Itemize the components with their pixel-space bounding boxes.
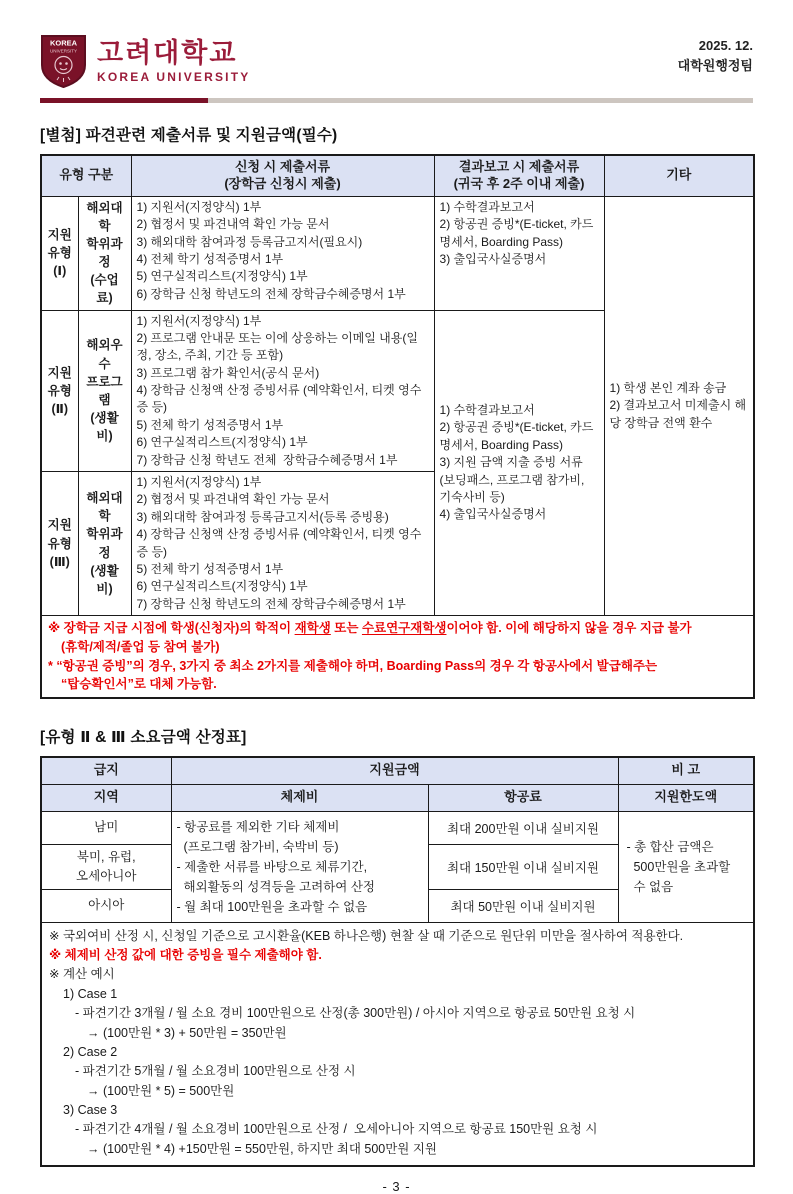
list-line: - 월 최대 100만원을 초과할 수 없음 (176, 899, 368, 914)
note-line1: ※ 장학금 지급 시점에 학생(신청자)의 학적이 재학생 또는 수료연구재학생이어야 함. 이에 해당하지 않을 경우 지급 불가 (48, 621, 692, 636)
cell-category-2 (78, 310, 131, 472)
table1-row-type1 (41, 196, 754, 310)
cell-stay-cost-merged (171, 811, 428, 922)
note-calc-example: ※ 계산 예시 (49, 967, 115, 982)
case-1-label: 1) Case 1 (63, 986, 118, 1001)
list-line: (Ⅰ) (53, 264, 67, 279)
table2-notes-row (41, 922, 754, 1166)
section2-title: [유형 Ⅱ & Ⅲ 소요금액 산정표] (40, 729, 247, 747)
cell-red-notes (41, 616, 754, 699)
note-line4: “탑승확인서”로 대체 가능함. (61, 677, 217, 692)
header-grade: 급지 (41, 757, 171, 784)
table2-header-row2 (41, 784, 754, 811)
list-line: 2) 항공권 증빙*(E-ticket, 카드 명세서, Boarding Pass) (439, 217, 597, 249)
list-line: 3) 지원 금액 지출 증빙 서류 (보딩패스, 프로그램 참가비, 기숙사비 등) (439, 455, 588, 504)
header-type-category: 유형 구분 (41, 155, 131, 196)
note-line3: * “항공권 증빙”의 경우, 3가지 중 최소 2가지를 제출해야 하며, Boarding Pass의 경우 각 항공사에서 발급해주는 (48, 658, 658, 673)
header-divider (40, 98, 753, 103)
list-line: 해외대학 (86, 491, 123, 524)
list-line: 2) 프로그램 안내문 또는 이에 상응하는 이메일 내용(일정, 장소, 주최, 기간 등 포함) (136, 330, 418, 363)
list-line: 1) 수학결과보고서 (439, 199, 535, 214)
cell-etc-merged (604, 196, 754, 615)
list-line: 6) 연구실적리스트(지정양식) 1부 (136, 435, 308, 450)
list-line: (프로그램 참가비, 숙박비 등) (176, 839, 339, 854)
list-line: 4) 장학금 신청액 산정 증빙서류 (예약확인서, 티켓 영수증 등) (136, 383, 422, 415)
table2-header-row1 (41, 757, 754, 784)
header-etc: 기타 (604, 155, 754, 196)
cell-report-docs-1 (434, 196, 604, 310)
list-line: 4) 출입국사실증명서 (439, 507, 547, 522)
list-line: 지원 (47, 227, 72, 242)
cell-category-3 (78, 472, 131, 616)
list-line: 유형 (47, 246, 72, 261)
list-line: 6) 연구실적리스트(지정양식) 1부 (136, 579, 308, 594)
list-line: - 항공료를 제외한 기타 체제비 (176, 819, 340, 834)
divider-light-segment (208, 98, 753, 103)
cell-category-1 (78, 196, 131, 310)
table2-row-south-america (41, 811, 754, 844)
submission-documents-table (40, 154, 755, 699)
case-3-result: → (100만원 * 4) +150만원 = 550만원, 하지만 최대 500만원 지원 (87, 1141, 437, 1156)
list-line: 수 없음 (626, 879, 674, 894)
list-line: 학위과정 (86, 527, 123, 560)
list-line: (Ⅲ) (49, 554, 70, 569)
cell-type-2 (41, 310, 78, 472)
university-shield-icon (40, 34, 87, 89)
list-line: 7) 장학금 신청 학년도의 전체 장학금수혜증명서 1부 (136, 596, 406, 611)
department-name: 대학원행정팀 (677, 58, 753, 74)
table1-header-row (41, 155, 754, 196)
list-line: 프로그램 (86, 374, 123, 407)
list-line: 2) 항공권 증빙*(E-ticket, 카드 명세서, Boarding Pass) (439, 420, 597, 452)
list-line: 2) 협정서 및 파견내역 확인 가능 문서 (136, 492, 330, 507)
list-line: 오세아니아 (76, 868, 137, 883)
header-report-sub: (귀국 후 2주 이내 제출) (453, 175, 585, 191)
cell-region-na-eu-oceania (41, 844, 171, 889)
list-line: - 제출한 서류를 바탕으로 체류기간, (176, 859, 368, 874)
list-line: (생활비) (90, 563, 119, 596)
header-region: 지역 (41, 784, 171, 811)
list-line: 북미, 유럽, (76, 849, 136, 864)
cell-apply-docs-3 (131, 472, 434, 616)
list-line: 유형 (47, 536, 72, 551)
header-report-main: 결과보고 시 제출서류 (458, 159, 580, 174)
cell-airfare-asia: 최대 50만원 이내 실비지원 (428, 889, 618, 922)
list-line: 1) 수학결과보고서 (439, 402, 535, 417)
cell-support-limit-merged (618, 811, 754, 922)
list-line: 아시아 (88, 898, 125, 913)
case-2 (49, 1043, 746, 1101)
list-line: (생활비) (90, 410, 119, 444)
header-apply-docs (131, 155, 434, 196)
case-2-result: → (100만원 * 5) = 500만원 (87, 1083, 235, 1098)
header-support-limit: 지원한도액 (618, 784, 754, 811)
list-line: 해외활동의 성격등을 고려하여 산정 (176, 879, 375, 894)
university-name-kr: 고려대학교 (97, 38, 238, 69)
list-line: 남미 (94, 820, 119, 835)
list-line: 1) 지원서(지정양식) 1부 (136, 313, 262, 328)
document-date: 2025. 12. (698, 38, 753, 53)
list-line: 1) 지원서(지정양식) 1부 (136, 475, 262, 490)
list-line: 1) 학생 본인 계좌 송금 (609, 380, 727, 395)
cell-region-south-america (41, 811, 171, 844)
page-number: - 3 - (382, 1179, 411, 1194)
cost-calculation-table (40, 756, 755, 1167)
note-line2: (휴학/제적/졸업 등 참여 불가) (61, 639, 220, 654)
case-3 (49, 1101, 746, 1159)
shield-text-bottom: UNIVERSITY (49, 48, 78, 54)
case-1-detail: - 파견기간 3개월 / 월 소요 경비 100만원으로 산정(총 300만원) / 아시아 지역으로 항공료 50만원 요청 시 (75, 1006, 636, 1021)
list-line: 학위과정 (86, 237, 123, 270)
header-report-docs (434, 155, 604, 196)
date-department-block (678, 36, 753, 76)
university-name (97, 39, 250, 83)
header-stay-cost: 체제비 (171, 784, 428, 811)
list-line: 3) 프로그램 참가 확인서(공식 문서) (136, 365, 320, 380)
section1-title: [별첨] 파견관련 제출서류 및 지원금액(필수) (40, 127, 338, 144)
cell-region-asia (41, 889, 171, 922)
list-line: 2) 협정서 및 파견내역 확인 가능 문서 (136, 217, 330, 232)
shield-text-top: KOREA (49, 38, 78, 48)
cell-airfare-south-america: 최대 200만원 이내 실비지원 (428, 811, 618, 844)
divider-dark-segment (40, 98, 208, 103)
list-line: 해외우수 (86, 338, 123, 371)
list-line: 유형 (47, 383, 72, 398)
cell-airfare-na-eu-oceania: 최대 150만원 이내 실비지원 (428, 844, 618, 889)
header-remark: 비 고 (618, 757, 754, 784)
university-name-en: KOREA UNIVERSITY (97, 69, 251, 84)
note-exchange-rate: ※ 국외여비 산정 시, 신청일 기준으로 고시환율(KEB 하나은행) 현찰 살 때 기준으로 원단위 미만을 절사하여 적용한다. (49, 928, 684, 943)
list-line: 1) 지원서(지정양식) 1부 (136, 199, 262, 214)
list-line: 지원 (47, 365, 72, 380)
list-line: 3) 출입국사실증명서 (439, 251, 547, 266)
case-2-label: 2) Case 2 (63, 1044, 118, 1059)
case-1-result: → (100만원 * 3) + 50만원 = 350만원 (87, 1025, 287, 1040)
list-line: 해외대학 (86, 200, 123, 233)
header-support-amount: 지원금액 (171, 757, 618, 784)
list-line: 5) 전체 학기 성적증명서 1부 (136, 417, 284, 432)
list-line: (Ⅱ) (51, 401, 69, 416)
list-line: (수업료) (90, 273, 119, 306)
cell-report-docs-shared (434, 310, 604, 616)
case-3-detail: - 파견기간 4개월 / 월 소요경비 100만원으로 산정 / 오세아니아 지역으로 항공료 150만원 요청 시 (75, 1122, 598, 1137)
header-airfare: 항공료 (428, 784, 618, 811)
case-2-detail: - 파견기간 5개월 / 월 소요경비 100만원으로 산정 시 (75, 1064, 356, 1079)
case-3-label: 3) Case 3 (63, 1103, 118, 1118)
university-logo (40, 34, 250, 89)
list-line: 7) 장학금 신청 학년도 전체 장학금수혜증명서 1부 (136, 452, 398, 467)
cell-type-1 (41, 196, 78, 310)
list-line: 지원 (47, 518, 72, 533)
list-line: 5) 연구실적리스트(지정양식) 1부 (136, 269, 308, 284)
list-line: 2) 결과보고서 미제출시 해당 장학금 전액 환수 (609, 398, 747, 430)
document-header (40, 34, 753, 89)
list-line: 5) 전체 학기 성적증명서 1부 (136, 562, 284, 576)
list-line: 3) 해외대학 참여과정 등록금고지서(등록 증빙용) (136, 509, 389, 524)
cell-apply-docs-1 (131, 196, 434, 310)
cell-apply-docs-2 (131, 310, 434, 472)
list-line: 4) 장학금 신청액 산정 증빙서류 (예약확인서, 티켓 영수증 등) (136, 527, 422, 559)
header-apply-main: 신청 시 제출서류 (234, 159, 331, 174)
table1-note-row (41, 616, 754, 699)
cell-calculation-notes (41, 922, 754, 1166)
list-line: 3) 해외대학 참여과정 등록금고지서(필요시) (136, 234, 363, 249)
case-1 (49, 985, 746, 1043)
cell-type-3 (41, 472, 78, 616)
header-apply-sub: (장학금 신청시 제출) (224, 175, 341, 191)
list-line: 4) 전체 학기 성적증명서 1부 (136, 251, 284, 266)
list-line: - 총 합산 금액은 (626, 839, 714, 854)
list-line: 6) 장학금 신청 학년도의 전체 장학금수혜증명서 1부 (136, 286, 406, 301)
note-evidence-required: ※ 체제비 산정 값에 대한 증빙을 필수 제출해야 함. (49, 948, 322, 963)
list-line: 500만원을 초과할 (626, 859, 731, 874)
